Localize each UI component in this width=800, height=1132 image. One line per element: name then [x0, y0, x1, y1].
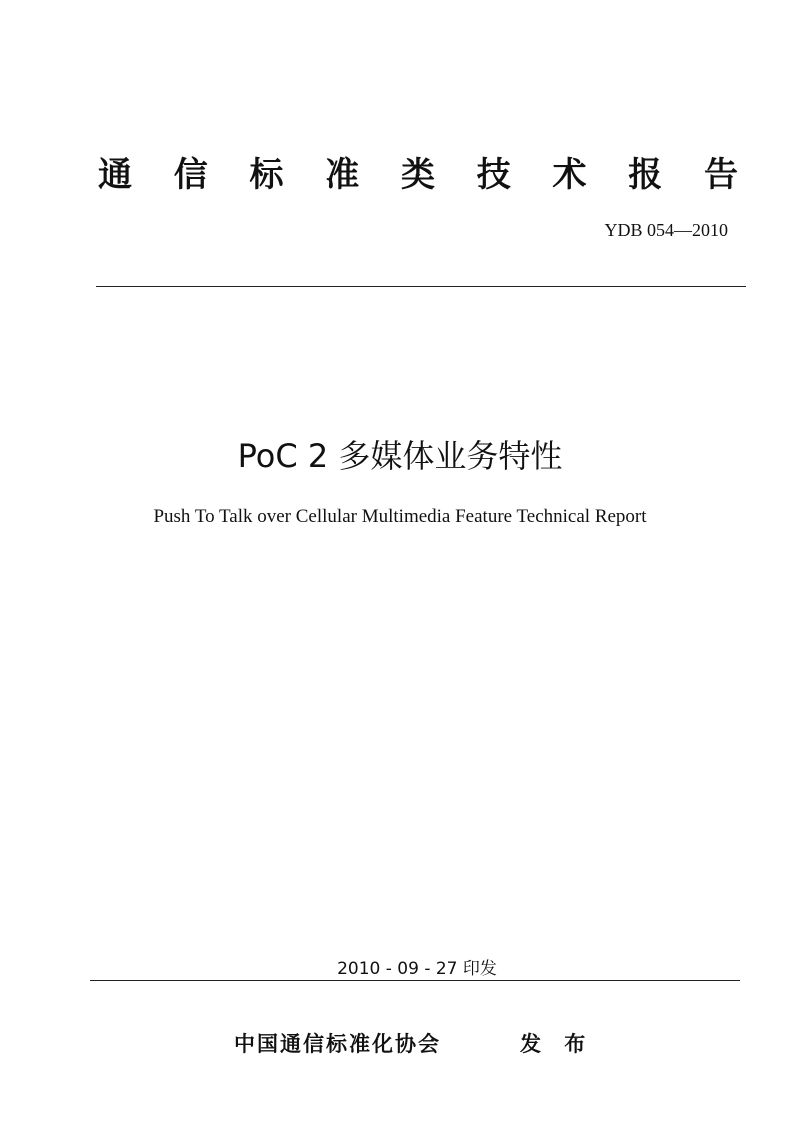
document-title-chinese: PoC 2 多媒体业务特性	[237, 437, 563, 475]
document-number: YDB 054—2010	[604, 220, 728, 240]
report-type-char: 准	[325, 155, 360, 195]
publish-label: 发 布	[520, 1032, 594, 1056]
document-title-english: Push To Talk over Cellular Multimedia Feature Technical Report	[153, 506, 647, 527]
report-type-char: 标	[249, 155, 284, 195]
report-type-char: 术	[552, 155, 587, 195]
report-type-char: 类	[401, 155, 435, 195]
report-type-char: 信	[173, 155, 208, 195]
publisher-name: 中国通信标准化协会	[234, 1032, 441, 1056]
report-type-char: 告	[704, 155, 738, 195]
report-type-heading	[96, 150, 740, 200]
bottom-divider	[90, 980, 740, 981]
report-type-char: 技	[476, 155, 511, 195]
report-type-char: 报	[628, 155, 663, 195]
top-divider	[96, 286, 746, 287]
report-type-char: 通	[98, 155, 132, 195]
print-date: 2010 - 09 - 27 印发	[337, 959, 497, 979]
